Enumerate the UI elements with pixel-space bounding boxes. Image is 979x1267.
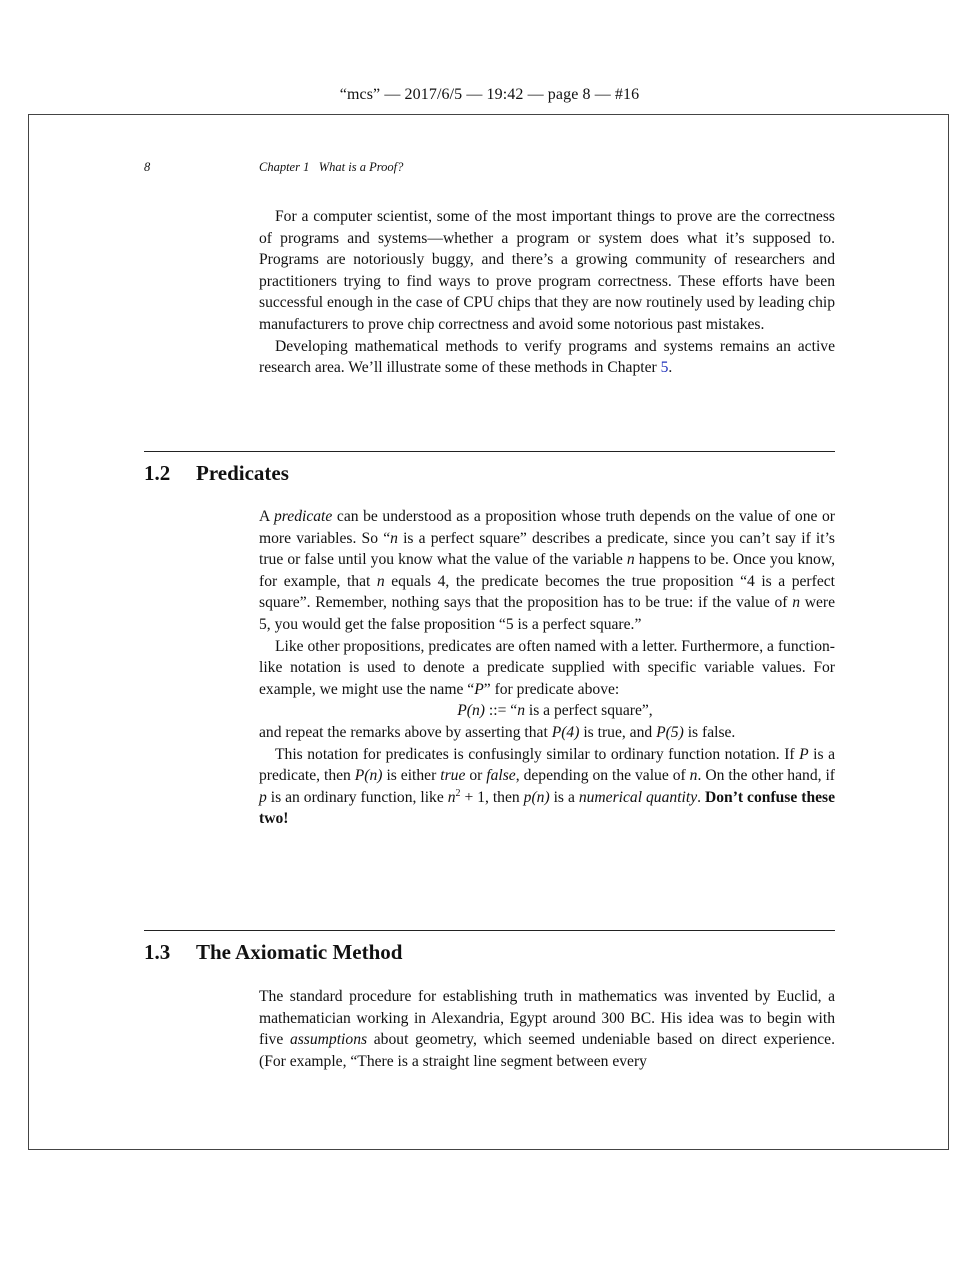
predicates-paragraph-2: Like other propositions, predicates are often named with a letter. Furthermore, a function-like notation is used to denote a predicate supplied with specific variable values. For example, we might use the name “P” for predicate above: bbox=[259, 637, 835, 698]
predicate-definition-equation: P(n) ::= “n is a perfect square”, bbox=[457, 702, 653, 720]
predicates-paragraph-4: This notation for predicates is confusingly similar to ordinary function notation. If P is a predicate, then P(n) is either true or false, depending on the value of n. On the other hand, if p is an ordinary function, like $n^2 + 1$, then p(n) is a numerical quantity. Don’t confuse these two! bbox=[259, 745, 836, 828]
running-page-number: 8 bbox=[144, 160, 151, 174]
axiomatic-paragraph-1: The standard procedure for establishing truth in mathematics was invented by Euclid, a mathematician working in Alexandria, Egypt around 300 BC. His idea was to begin with five assumptions about geometry, which seemed undeniable based on direct experience. (For example, “There is a straight line segment between every bbox=[259, 988, 835, 1070]
predicates-text bbox=[259, 506, 835, 830]
page-banner: “mcs” — 2017/6/5 — 19:42 — page 8 — #16 bbox=[339, 86, 640, 103]
axiomatic-text bbox=[259, 986, 835, 1072]
section-title: Predicates bbox=[196, 461, 289, 485]
section-title: The Axiomatic Method bbox=[196, 940, 403, 964]
chapter-5-link[interactable]: 5 bbox=[660, 359, 669, 377]
section-heading-predicates bbox=[144, 461, 289, 486]
section-number: 1.3 bbox=[144, 940, 171, 964]
intro-paragraph-2: Developing mathematical methods to verify programs and systems remains an active research area. We’ll illustrate some of these methods in Chapter 5. bbox=[259, 337, 835, 377]
intro-paragraph-1: For a computer scientist, some of the most important things to prove are the correctness of programs and systems—whether a program or system does what it’s supposed to. Programs are notoriously buggy, and there’s a growing community of researchers and practitioners trying to find ways to prove program correctness. These efforts have been successful enough in the case of CPU chips that they are now routinely used by leading chip manufacturers to prove chip correctness and avoid some notorious past mistakes. bbox=[259, 208, 835, 333]
section-heading-axiomatic-method bbox=[144, 940, 402, 965]
running-chapter-title: Chapter 1 What is a Proof? bbox=[259, 160, 404, 174]
predicates-paragraph-1: A predicate can be understood as a proposition whose truth depends on the value of one or more variables. So “n is a perfect square” describes a predicate, since you can’t say if it’s true or false until you know what the value of the variable n happens to be. Once you know, for example, that n equals 4, the predicate becomes the true proposition “4 is a perfect square”. Remember, nothing says that the proposition has to be true: if the value of n were 5, you would get the false proposition “5 is a perfect square.” bbox=[259, 508, 835, 633]
section-rule bbox=[144, 930, 835, 931]
section-rule bbox=[144, 451, 835, 452]
intro-text bbox=[259, 206, 835, 379]
predicates-paragraph-3: and repeat the remarks above by asserting that P(4) is true, and P(5) is false. bbox=[259, 723, 736, 741]
section-number: 1.2 bbox=[144, 461, 171, 485]
emphasis-warning: Don’t confuse these two! bbox=[259, 788, 836, 828]
